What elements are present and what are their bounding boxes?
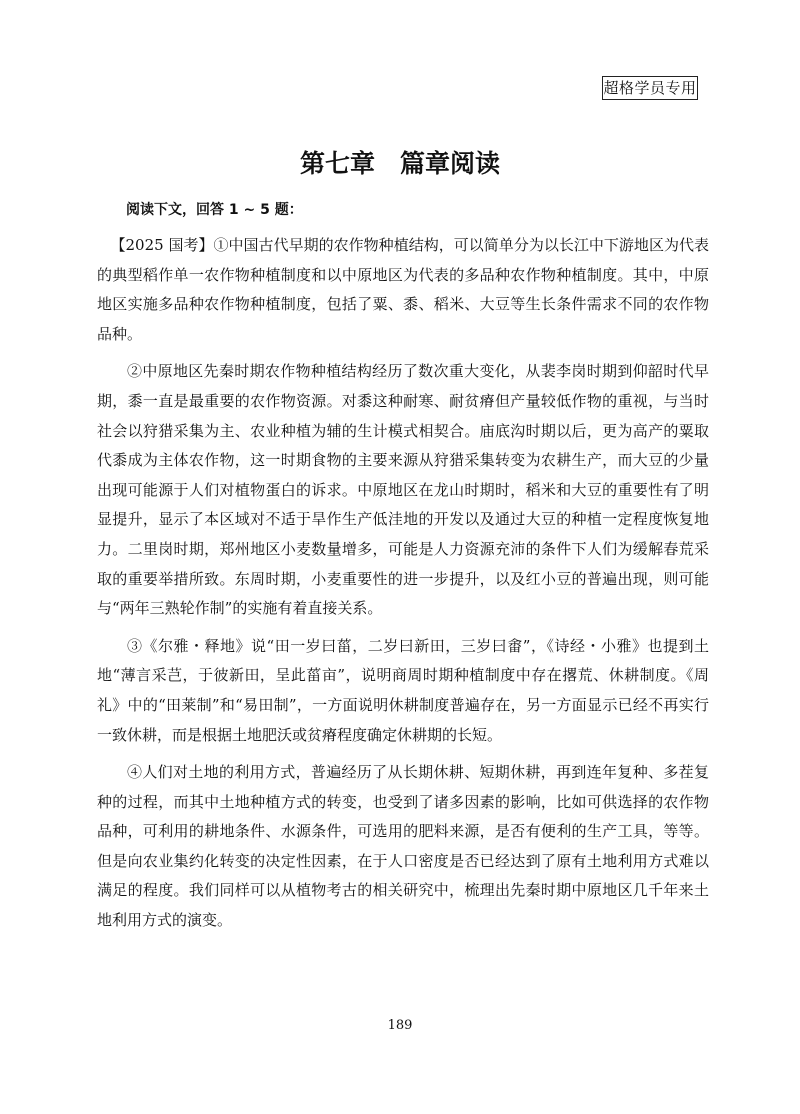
exclusive-badge: 超格学员专用	[602, 76, 698, 100]
chapter-title: 第七章 篇章阅读	[299, 149, 500, 178]
passage-paragraph-3: ③《尔雅・释地》说“田一岁曰菑，二岁曰新田，三岁曰畬”，《诗经・小雅》也提到土地“薄言采芑，于彼新田，呈此菑亩”，说明商周时期种植制度中存在撂荒、休耕制度。《周礼》中的“田莱制”和“易田制”，一方面说明休耕制度普遍存在，另一方面显示已经不再实行一致休耕，而是根据土地肥沃或贫瘠程度确定休耕期的长短。	[97, 636, 709, 744]
passage-paragraph-2: ②中原地区先秦时期农作物种植结构经历了数次重大变化，从裴李岗时期到仰韶时代早期，黍一直是最重要的农作物资源。对黍这种耐寒、耐贫瘠但产量较低作物的重视，与当时社会以狩猎采集为主、农业种植为辅的生计模式相契合。庙底沟时期以后，更为高产的粟取代黍成为主体农作物，这一时期食物的主要来源从狩猎采集转变为农耕生产，而大豆的少量出现可能源于人们对植物蛋白的诉求。中原地区在龙山时期时，稻米和大豆的重要性有了明显提升，显示了本区域对不适于旱作生产低洼地的开发以及通过大豆的种植一定程度恢复地力。二里岗时期，郑州地区小麦数量增多，可能是人力资源充沛的条件下人们为缓解春荒采取的重要举措所致。东周时期，小麦重要性的进一步提升，以及红小豆的普遍出现，则可能与“两年三熟轮作制”的实施有着直接关系。	[97, 362, 709, 618]
question-instruction: 阅读下文，回答 1 ~ 5 题：	[126, 202, 303, 218]
passage-paragraph-1: 【2025 国考】①中国古代早期的农作物种植结构，可以简单分为以长江中下游地区为代表的典型稻作单一农作物种植制度和以中原地区为代表的多品种农作物种植制度。其中，中原地区实施多品种农作物种植制度，包括了粟、黍、稻米、大豆等生长条件需求不同的农作物品种。	[97, 236, 709, 343]
reading-passage	[97, 231, 709, 944]
page-number: 189	[387, 1018, 413, 1033]
passage-paragraph-4: ④人们对土地的利用方式，普遍经历了从长期休耕、短期休耕，再到连年复种、多茬复种的过程，而其中土地种植方式的转变，也受到了诸多因素的影响，比如可供选择的农作物品种，可利用的耕地条件、水源条件，可选用的肥料来源，是否有便利的生产工具，等等。但是向农业集约化转变的决定性因素，在于人口密度是否已经达到了原有土地利用方式难以满足的程度。我们同样可以从植物考古的相关研究中，梳理出先秦时期中原地区几千年来土地利用方式的演变。	[97, 763, 709, 930]
